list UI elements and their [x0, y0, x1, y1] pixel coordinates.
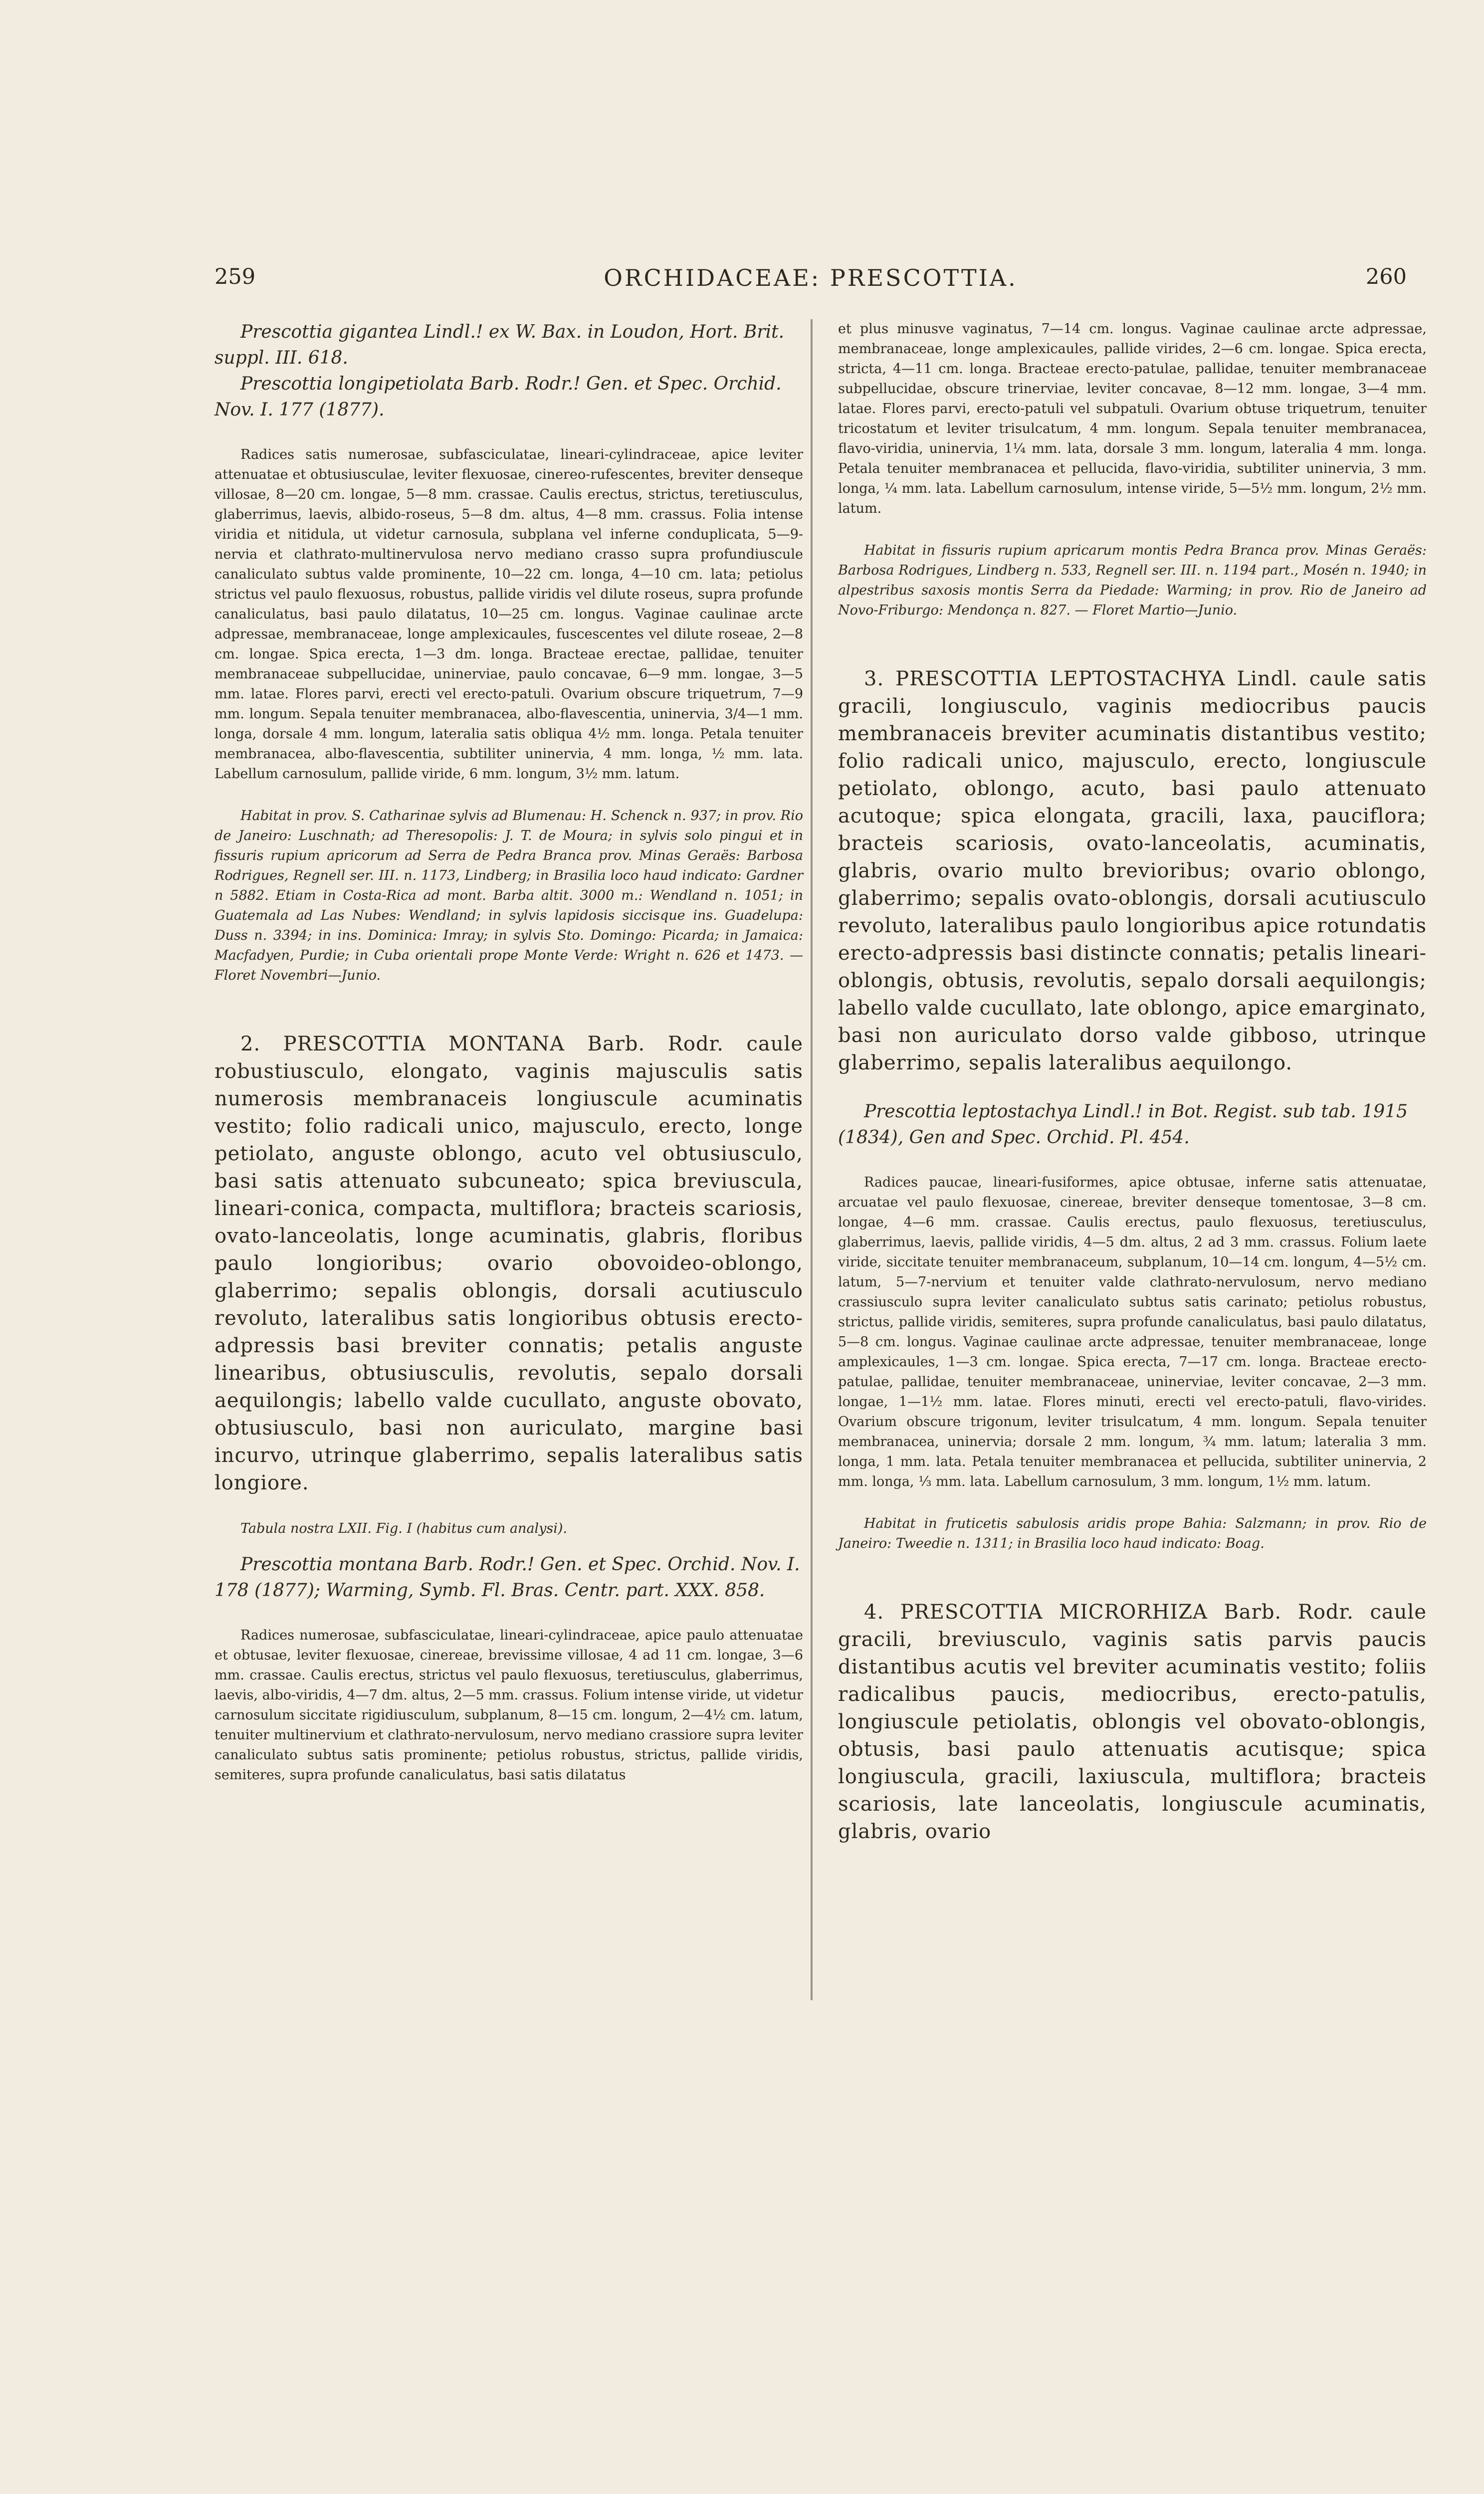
description-gigantea: Radices satis numerosae, subfasciculatae, lineari-cylindraceae, apice leviter attenuatae et obtusiusculae, leviter flexuosae, cinereo-rufescentes, breviter denseque villosae, 8—20 cm. longae, 5—8 mm. crassae. Caulis erectus, strictus, teretiusculus, glaberrimus, laevis, albido-roseus, 5—8 dm. altus, 4—8 mm. crassus. Folia intense viridia et nitidula, ut videtur carnosula, subplana vel inferne conduplicata, 5—9-nervia et clathrato-multinervulosa nervo mediano crasso supra profundiuscule canaliculato subtus valde prominente, 10—22 cm. longa, 4—10 cm. lata; petiolus strictus vel paulo flexuosus, robustus, pallide viridis vel dilute roseus, supra profunde canaliculatus, basi paulo dilatatus, 10—25 cm. longus. Vaginae caulinae arcte adpressae, membranaceae, longe amplexicaules, fuscescentes vel dilute roseae, 2—8 cm. longae. Spica erecta, 1—3 dm. longa. Bracteae erectae, pallidae, tenuiter membranaceae subpellucidae, uninerviae, paulo concavae, 6—9 mm. longae, 3—5 mm. latae. Flores parvi, erecti vel erecto-patuli. Ovarium obscure triquetrum, 7—9 mm. longum. Sepala tenuiter membranacea, albo-flavescentia, uninervia, 3/4—1 mm. longa, dorsale 4 mm. longum, lateralia satis obliqua 4½ mm. longa. Petala tenuiter membranacea, albo-flavescentia, subtiliter uninervia, 4 mm. longa, ½ mm. lata. Labellum carnosulum, pallide viride, 6 mm. longum, 3½ mm. latum.	[214, 447, 803, 782]
habitat-leptostachya: Habitat in fruticetis sabulosis aridis prope Bahia: Salzmann; in prov. Rio de Janeiro: Tweedie n. 1311; in Brasilia loco haud indicato: Boag.	[838, 1516, 1427, 1551]
column-divider	[811, 319, 813, 2000]
species-heading-microrhiza: 4. PRESCOTTIA MICRORHIZA Barb. Rodr. caule gracili, breviusculo, vaginis satis parvis paucis distantibus acutis vel breviter acuminatis vestito; foliis radicalibus paucis, mediocribus, erecto-patulis, longiuscule petiolatis, oblongis vel obovato-oblongis, obtusis, basi paulo attenuatis acutisque; spica longiuscula, gracili, laxiuscula, multiflora; bracteis scariosis, late lanceolatis, longiuscule acuminatis, glabris, ovario	[838, 1601, 1427, 1843]
synonym-montana: Prescottia montana Barb. Rodr.! Gen. et Spec. Orchid. Nov. I. 178 (1877); Warming, Symb. Fl. Bras. Centr. part. XXX. 858.	[214, 1554, 800, 1601]
description-leptostachya: Radices paucae, lineari-fusiformes, apice obtusae, inferne satis attenuatae, arcuatae vel paulo flexuosae, cinereae, breviter denseque tomentosae, 3—8 cm. longae, 4—6 mm. crassae. Caulis erectus, paulo flexuosus, teretiusculus, glaberrimus, laevis, pallide viridis, 4—5 dm. altus, 2 ad 3 mm. crassus. Folium laete viride, siccitate tenuiter membranaceum, subplanum, 10—14 cm. longum, 4—5½ cm. latum, 5—7-nervium et tenuiter valde clathrato-nervulosum, nervo mediano crassiusculo supra leviter canaliculato subtus satis carinato; petiolus robustus, strictus, pallide viridis, semiteres, supra profunde canaliculatus, basi paulo dilatatus, 5—8 cm. longus. Vaginae caulinae arcte adpressae, tenuiter membranaceae, longe amplexicaules, 1—3 cm. longae. Spica erecta, 7—17 cm. longa. Bracteae erecto-patulae, pallidae, tenuiter membranaceae, uninerviae, leviter concavae, 2—3 mm. longae, 1—1½ mm. latae. Flores minuti, erecti vel erecto-patuli, flavo-virides. Ovarium obscure trigonum, leviter trisulcatum, 4 mm. longum. Sepala tenuiter membranacea, uninervia; dorsale 2 mm. longum, ¾ mm. latum; lateralia 3 mm. longa, 1 mm. lata. Petala tenuiter membranacea et pellucida, subtiliter uninervia, 2 mm. longa, ⅓ mm. lata. Labellum carnosulum, 3 mm. longum, 1½ mm. latum.	[838, 1175, 1427, 1489]
right-column	[838, 319, 1427, 1846]
description-montana-continued: et plus minusve vaginatus, 7—14 cm. longus. Vaginae caulinae arcte adpressae, membranaceae, longe amplexicaules, pallide virides, 2—6 cm. longae. Spica erecta, stricta, 4—11 cm. longa. Bracteae erecto-patulae, pallidae, tenuiter membranaceae subpellucidae, obscure trinerviae, leviter concavae, 8—12 mm. longae, 3—4 mm. latae. Flores parvi, erecto-patuli vel subpatuli. Ovarium obtuse triquetrum, tenuiter tricostatum et leviter trisulcatum, 4 mm. longum. Sepala tenuiter membranacea, flavo-viridia, uninervia, 1¼ mm. lata, dorsale 3 mm. longum, lateralia 4 mm. longa. Petala tenuiter membranacea et pellucida, flavo-viridia, subtiliter uninervia, 3 mm. longa, ¼ mm. lata. Labellum carnosulum, intense viride, 5—5½ mm. longum, 2½ mm. latum.	[838, 321, 1427, 516]
page-header	[214, 264, 1407, 299]
synonym-longipetiolata: Prescottia longipetiolata Barb. Rodr.! Gen. et Spec. Orchid. Nov. I. 177 (1877).	[214, 374, 782, 420]
species-heading-montana: 2. PRESCOTTIA MONTANA Barb. Rodr. caule robustiusculo, elongato, vaginis majusculis satis numerosis membranaceis longiuscule acuminatis vestito; folio radicali unico, majusculo, erecto, longe petiolato, anguste oblongo, acuto vel obtusiusculo, basi satis attenuato subcuneato; spica breviuscula, lineari-conica, compacta, multiflora; bracteis scariosis, ovato-lanceolatis, longe acuminatis, glabris, floribus paulo longioribus; ovario obovoideo-oblongo, glaberrimo; sepalis oblongis, dorsali acutiusculo revoluto, lateralibus satis longioribus obtusis erecto-adpressis basi breviter connatis; petalis anguste linearibus, obtusiusculis, revolutis, sepalo dorsali aequilongis; labello valde cucullato, anguste obovato, obtusiusculo, basi non auriculato, margine basi incurvo, utrinque glaberrimo, sepalis lateralibus satis longiore.	[214, 1033, 803, 1494]
species-heading-leptostachya: 3. PRESCOTTIA LEPTOSTACHYA Lindl. caule satis gracili, longiusculo, vaginis mediocribus paucis membranaceis breviter acuminatis distantibus vestito; folio radicali unico, majusculo, erecto, longiuscule petiolato, oblongo, acuto, basi paulo attenuato acutoque; spica elongata, gracili, laxa, pauciflora; bracteis scariosis, ovato-lanceolatis, acuminatis, glabris, ovario multo brevioribus; ovario oblongo, glaberrimo; sepalis ovato-oblongis, dorsali acutiusculo revoluto, lateralibus paulo longioribus apice rotundatis erecto-adpressis basi distincte connatis; petalis lineari-oblongis, obtusis, revolutis, sepalo dorsali aequilongis; labello valde cucullato, late oblongo, apice emarginato, basi non auriculato dorso valde gibboso, utrinque glaberrimo, sepalis lateralibus aequilongo.	[838, 667, 1427, 1074]
synonym-leptostachya: Prescottia leptostachya Lindl.! in Bot. Regist. sub tab. 1915 (1834), Gen and Spec. Orchid. Pl. 454.	[838, 1101, 1408, 1148]
page-number-right: 260	[1365, 264, 1407, 289]
description-montana: Radices numerosae, subfasciculatae, lineari-cylindraceae, apice paulo attenuatae et obtusae, leviter flexuosae, cinereae, brevissime villosae, 4 ad 11 cm. longae, 3—6 mm. crassae. Caulis erectus, strictus vel paulo flexuosus, teretiusculus, glaberrimus, laevis, albo-viridis, 4—7 dm. altus, 2—5 mm. crassus. Folium intense viride, ut videtur carnosulum siccitate rigidiusculum, subplanum, 8—15 cm. longum, 2—4½ cm. latum, tenuiter multinervium et clathrato-nervulosum, nervo mediano crassiore supra leviter canaliculato subtus satis prominente; petiolus robustus, strictus, pallide viridis, semiteres, supra profunde canaliculatus, basi satis dilatatus	[214, 1628, 803, 1783]
synonym-gigantea: Prescottia gigantea Lindl.! ex W. Bax. in Loudon, Hort. Brit. suppl. III. 618.	[214, 322, 785, 368]
habitat-montana: Habitat in fissuris rupium apricarum montis Pedra Branca prov. Minas Geraës: Barbosa Rodrigues, Lindberg n. 533, Regnell ser. III. n. 1194 part., Mosén n. 1940; in alpestribus saxosis montis Serra da Piedade: Warming; in prov. Rio de Janeiro ad Novo-Friburgo: Mendonça n. 827. — Floret Martio—Junio.	[838, 543, 1427, 618]
page-number-left: 259	[214, 264, 256, 289]
plate-reference-montana: Tabula nostra LXII. Fig. I (habitus cum analysi).	[240, 1521, 568, 1536]
left-column	[214, 319, 803, 1785]
habitat-gigantea: Habitat in prov. S. Catharinae sylvis ad Blumenau: H. Schenck n. 937; in prov. Rio de Janeiro: Luschnath; ad Theresopolis: J. T. de Moura; in sylvis solo pingui et in fissuris rupium apricorum ad Serra de Pedra Branca prov. Minas Geraës: Barbosa Rodrigues, Regnell ser. III. n. 1173, Lindberg; in Brasilia loco haud indicato: Gardner n 5882. Etiam in Costa-Rica ad mont. Barba altit. 3000 m.: Wendland n. 1051; in Guatemala ad Las Nubes: Wendland; in sylvis lapidosis siccisque ins. Guadelupa: Duss n. 3394; in ins. Dominica: Imray; in sylvis Sto. Domingo: Picarda; in Jamaica: Macfadyen, Purdie; in Cuba orientali prope Monte Verde: Wright n. 626 et 1473. — Floret Novembri—Junio.	[214, 808, 803, 983]
running-title: ORCHIDACEAE: PRESCOTTIA.	[604, 264, 1018, 291]
